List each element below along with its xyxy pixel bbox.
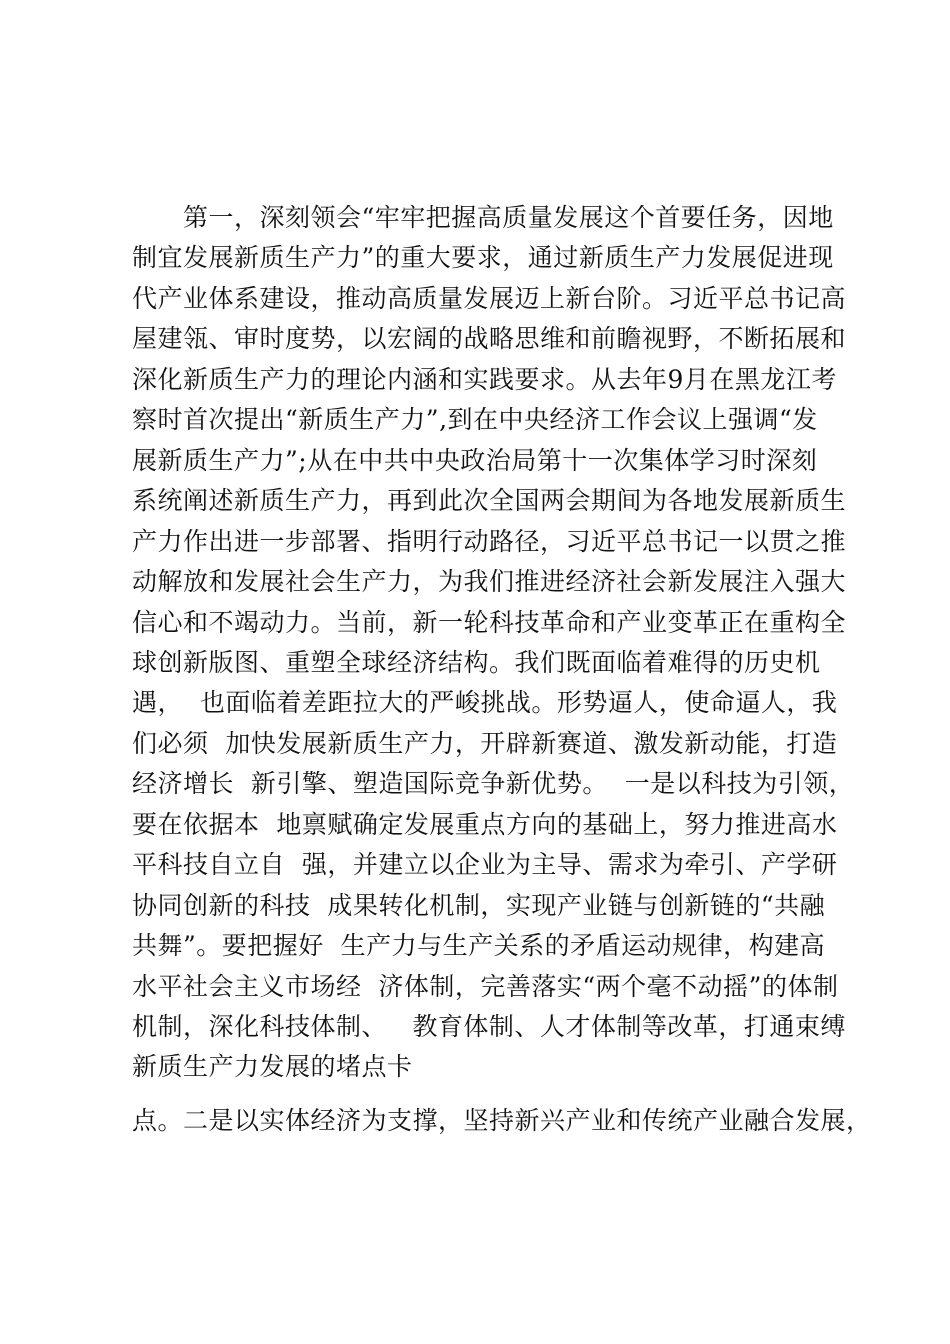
text-line: 动解放和发展社会生产力，为我们推进经济社会新发展注入强大 (132, 567, 847, 596)
text-line: 点。二是以实体经济为支撑，坚持新兴产业和传统产业融合发展， (132, 1106, 872, 1135)
text-line: 深化新质生产力的理论内涵和实践要求。从去年9月在黑龙江考 (132, 365, 837, 394)
text-line: 协同创新的科技 成果转化机制，实现产业链与创新链的“共融 (132, 891, 826, 920)
text-line: 制宜发展新质生产力”的重大要求，通过新质生产力发展促进现 (132, 243, 834, 272)
text-line: 产力作出进一步部署、指明行动路径，习近平总书记一以贯之推 (132, 527, 847, 556)
text-line: 新质生产力发展的堵点卡 (132, 1052, 413, 1081)
text-line: 球创新版图、重塑全球经济结构。我们既面临着难得的历史机 (132, 648, 821, 677)
text-line: 平科技自立自 强，并建立以企业为主导、需求为牵引、产学研 (132, 850, 838, 879)
text-line: 代产业体系建设，推动高质量发展迈上新台阶。习近平总书记高 (132, 284, 847, 313)
text-line: 系统阐述新质生产力，再到此次全国两会期间为各地发展新质生 (132, 486, 847, 515)
text-line: 经济增长 新引擎、塑造国际竞争新优势。 一是以科技为引领， (132, 769, 855, 798)
text-line: 信心和不竭动力。当前，新一轮科技革命和产业变革正在重构全 (132, 608, 847, 637)
text-line: 机制，深化科技体制、 教育体制、人才体制等改革，打通束缚 (132, 1012, 846, 1041)
text-line: 屋建瓴、审时度势，以宏阔的战略思维和前瞻视野，不断拓展和 (132, 324, 847, 353)
text-line: 要在依据本 地禀赋确定发展重点方向的基础上，努力推进高水 (132, 810, 838, 839)
text-line: 展新质生产力”;从在中共中央政治局第十一次集体学习时深刻 (132, 446, 818, 475)
text-line: 水平社会主义市场经 济体制，完善落实“两个毫不动摇”的体制 (132, 972, 839, 1001)
text-line: 共舞”。要把握好 生产力与生产关系的矛盾运动规律，构建高 (132, 931, 826, 960)
text-line: 遇， 也面临着差距拉大的严峻挑战。形势逼人，使命逼人，我 (132, 688, 838, 717)
text-line: 第一，深刻领会“牢牢把握高质量发展这个首要任务，因地 (183, 203, 834, 232)
text-line: 们必须 加快发展新质生产力，开辟新赛道、激发新动能，打造 (132, 729, 838, 758)
text-line: 察时首次提出“新质生产力”,到在中央经济工作会议上强调“发 (132, 405, 818, 434)
